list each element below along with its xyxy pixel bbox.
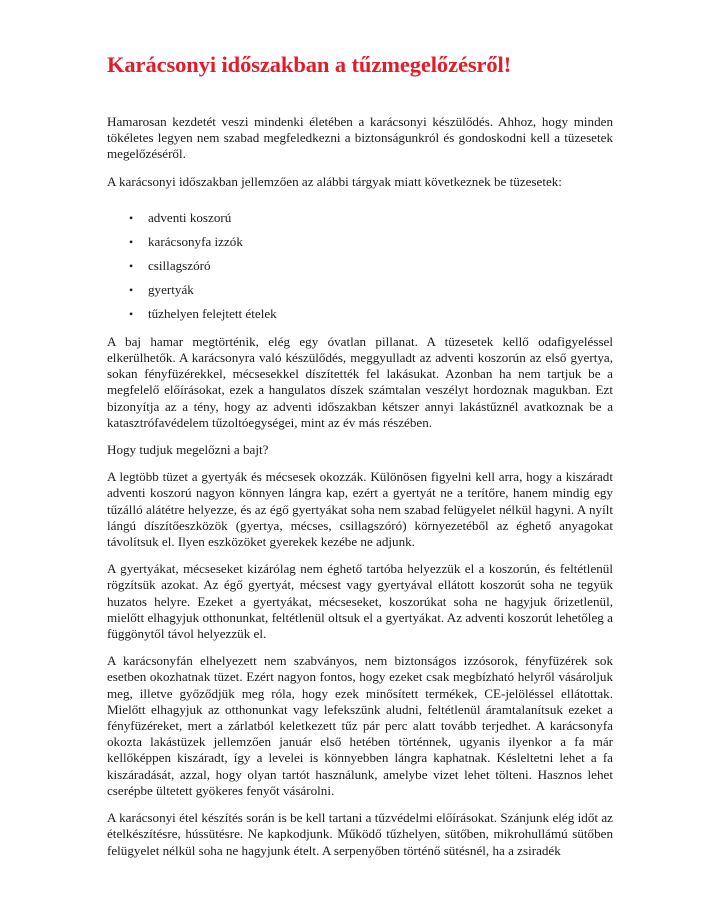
list-item-label: adventi koszorú [148, 209, 232, 225]
cooking-paragraph: A karácsonyi étel készítés során is be kell tartani a tűzvédelmi előírásokat. Szánjunk elég időt az ételkészítésre, hússütésre. Ne kapkodjunk. Működő tűzhelyen, sütőben, mikrohullámú sütőben felügyelet nélkül soha ne hagyjunk ételt. A serpenyőben történő sütésnél, ha a zsiradék [107, 810, 613, 858]
bullet-icon: • [129, 210, 134, 225]
bullet-icon: • [129, 258, 134, 273]
list-item-label: karácsonyfa izzók [148, 233, 243, 249]
causes-list [107, 206, 613, 326]
list-item-label: gyertyák [148, 281, 194, 297]
causes-lead-paragraph: A karácsonyi időszakban jellemzően az alábbi tárgyak miatt következnek be tüzesetek: [107, 173, 562, 189]
list-item [107, 230, 613, 254]
lights-paragraph: A karácsonyfán elhelyezett nem szabványos, nem biztonságos izzósorok, fényfüzérek sok esetben okozhatnak tüzet. Ezért nagyon fontos, hogy ezeket csak megbízható helyről vásároljuk meg, illetve győződjük meg róla, hogy ezek minősített termékek, CE-jelöléssel ellátottak. Mielőtt elhagyjuk az otthonunkat vagy lefekszünk aludni, feltétlenül áramtalanítsuk ezeket a fényfüzéreket, mert a zárlatból keletkezett tűz pár perc alatt tovább terjedhet. A karácsonyfa okozta lakástüzek jellemzően január első hetében történnek, ugyanis ilyenkor a fa már kellőképpen kiszáradt, így a levelei is könnyebben lángra kaphatnak. Késleltetni lehet a fa kiszáradását, azzal, hogy olyan tartót használunk, amelybe vizet lehet tölteni. Hasznos lehet cserépbe ültetett gyökeres fenyőt vásárolni. [107, 653, 613, 798]
list-item [107, 302, 613, 326]
page-title: Karácsonyi időszakban a tűzmegelőzésről! [107, 52, 512, 77]
intro-paragraph: Hamarosan kezdetét veszi mindenki életében a karácsonyi készülődés. Ahhoz, hogy minden tökéletes legyen nem szabad megfeledkezni a biztonságunkról és gondoskodni kell a tüzesetek megelőzéséről. [107, 114, 613, 162]
list-item-label: tűzhelyen felejtett ételek [148, 305, 277, 321]
list-item [107, 254, 613, 278]
holders-paragraph: A gyertyákat, mécseseket kizárólag nem éghető tartóba helyezzük el a koszorún, és feltétlenül rögzítsük azokat. Az égő gyertyát, mécsest vagy gyertyával ellátott koszorút soha ne tegyük huzatos helyre. Ezeket a gyertyákat, mécseseket, koszorúkat soha ne hagyjuk őrizetlenül, mielőtt elhagyjuk otthonunkat, feltétlenül oltsuk el a gyertyákat. Az adventi koszorút lehetőleg a függönytől távol helyezzük el. [107, 561, 613, 642]
list-item-label: csillagszóró [148, 257, 211, 273]
bullet-icon: • [129, 282, 134, 297]
candles-paragraph: A legtöbb tüzet a gyertyák és mécsesek okozzák. Különösen figyelni kell arra, hogy a kiszáradt adventi koszorú nagyon könnyen lángra kap, ezért a gyertyát ne a terítőre, hanem mindig egy tűzálló alátétre helyezze, és az égő gyertyákat soha nem szabad felügyelet nélkül hagyni. A nyílt lángú díszítőeszközök (gyertya, mécses, csillagszóró) környezetéből az éghető anyagokat távolítsuk el. Ilyen eszközöket gyerekek kezébe ne adjunk. [107, 469, 613, 550]
prevention-question: Hogy tudjuk megelőzni a bajt? [107, 442, 269, 458]
risk-paragraph: A baj hamar megtörténik, elég egy óvatlan pillanat. A tüzesetek kellő odafigyeléssel elkerülhetők. A karácsonyra való készülődés, meggyulladt az adventi koszorún az első gyertya, sokan fényfüzérekkel, mécsesekkel díszítették fel lakásukat. Azonban ha nem tartjuk be a megfelelő előírásokat, ezek a hangulatos díszek számtalan veszélyt hordoznak magukban. Ezt bizonyítja az a tény, hogy az adventi időszakban kétszer annyi lakástűznél avatkoznak be a katasztrófavédelem tűzoltóegységei, mint az év más részében. [107, 333, 613, 430]
bullet-icon: • [129, 234, 134, 249]
bullet-icon: • [129, 306, 134, 321]
list-item [107, 206, 613, 230]
document-body [107, 114, 613, 870]
list-item [107, 278, 613, 302]
